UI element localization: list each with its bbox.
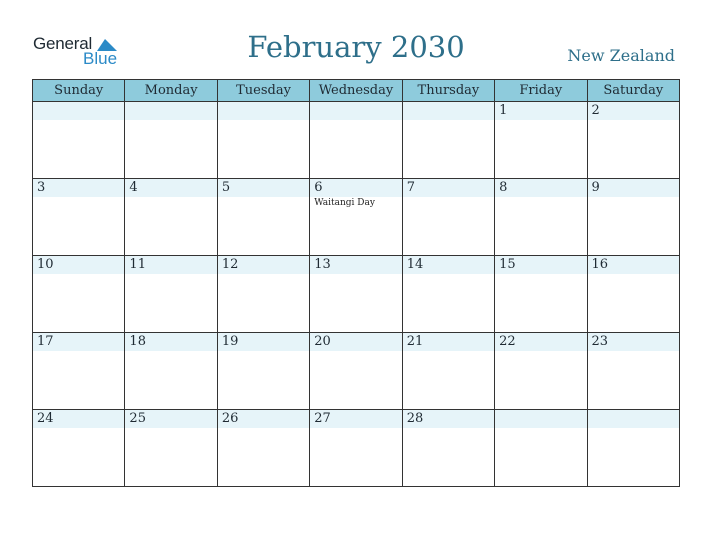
day-number: 24 (37, 411, 54, 426)
day-cell (125, 256, 217, 333)
weekday-header: Thursday (402, 80, 494, 102)
day-cell (587, 102, 679, 179)
day-cell-band (33, 179, 124, 197)
day-number: 5 (221, 180, 231, 195)
day-number: 10 (37, 257, 54, 272)
holiday-label: Waitangi Day (314, 198, 375, 208)
day-cell-band (495, 410, 586, 428)
day-cell (402, 333, 494, 410)
day-cell (587, 256, 679, 333)
week-row (33, 179, 680, 256)
day-number: 13 (314, 257, 331, 272)
day-number: 3 (37, 180, 46, 195)
day-number: 20 (314, 334, 331, 349)
day-cell-band (588, 179, 679, 197)
logo-text-general: General (33, 34, 93, 53)
week-row (33, 410, 680, 487)
day-cell (587, 179, 679, 256)
day-number: 27 (314, 411, 331, 426)
day-cell (33, 256, 125, 333)
weekday-header: Friday (495, 80, 587, 102)
day-number: 15 (499, 257, 516, 272)
day-cell-band (218, 102, 309, 120)
day-cell (587, 410, 679, 487)
day-cell-band (33, 102, 124, 120)
day-number: 4 (129, 180, 138, 195)
day-cell (125, 333, 217, 410)
day-cell (33, 179, 125, 256)
day-cell (217, 179, 309, 256)
day-cell-band (310, 102, 401, 120)
day-cell (33, 102, 125, 179)
day-number: 9 (591, 180, 600, 195)
weekday-header: Saturday (587, 80, 679, 102)
day-cell (495, 102, 587, 179)
day-cell-band (588, 410, 679, 428)
weekday-header: Wednesday (310, 80, 402, 102)
day-number: 28 (406, 411, 424, 426)
day-cell-band (310, 179, 401, 197)
day-cell (217, 333, 309, 410)
day-number: 25 (129, 411, 146, 426)
day-cell-band (125, 179, 216, 197)
day-cell (217, 410, 309, 487)
day-cell (310, 410, 402, 487)
day-number: 6 (314, 180, 323, 195)
day-number: 26 (221, 411, 239, 426)
day-number: 16 (591, 257, 609, 272)
day-cell (33, 410, 125, 487)
day-cell (587, 333, 679, 410)
day-cell (125, 102, 217, 179)
day-cell (310, 179, 402, 256)
day-cell (310, 102, 402, 179)
day-cell-band (495, 102, 586, 120)
week-row (33, 102, 680, 179)
day-number: 12 (221, 257, 239, 272)
day-cell-band (403, 102, 494, 120)
day-number: 23 (591, 334, 609, 349)
weekday-header: Sunday (33, 80, 125, 102)
day-cell-band (588, 102, 679, 120)
day-number: 19 (221, 334, 239, 349)
day-cell (402, 102, 494, 179)
day-cell (495, 179, 587, 256)
day-cell-band (495, 179, 586, 197)
week-row (33, 333, 680, 410)
day-number: 2 (591, 103, 600, 118)
weekday-header: Tuesday (217, 80, 309, 102)
day-cell (495, 256, 587, 333)
page-title: February 2030 (247, 30, 465, 64)
day-cell (402, 179, 494, 256)
day-cell-band (125, 102, 216, 120)
weekday-header-row (33, 80, 680, 102)
day-number: 11 (129, 257, 146, 272)
day-number: 18 (129, 334, 146, 349)
day-cell (310, 333, 402, 410)
day-number: 17 (37, 334, 54, 349)
day-cell-band (218, 179, 309, 197)
logo-text-blue: Blue (83, 49, 118, 68)
day-cell (33, 333, 125, 410)
day-number: 7 (406, 180, 415, 195)
day-cell (402, 256, 494, 333)
day-cell (402, 410, 494, 487)
day-number: 22 (499, 334, 516, 349)
weekday-header: Monday (125, 80, 217, 102)
week-row (33, 256, 680, 333)
day-cell (495, 333, 587, 410)
day-cell (217, 102, 309, 179)
country-label: New Zealand (567, 46, 675, 65)
day-cell (310, 256, 402, 333)
day-number: 1 (499, 103, 508, 118)
day-cell (125, 410, 217, 487)
day-cell (125, 179, 217, 256)
day-number: 21 (406, 334, 424, 349)
day-number: 14 (406, 257, 424, 272)
day-cell (217, 256, 309, 333)
day-cell-band (403, 179, 494, 197)
day-cell (495, 410, 587, 487)
calendar-grid (32, 79, 680, 487)
day-number: 8 (499, 180, 508, 195)
